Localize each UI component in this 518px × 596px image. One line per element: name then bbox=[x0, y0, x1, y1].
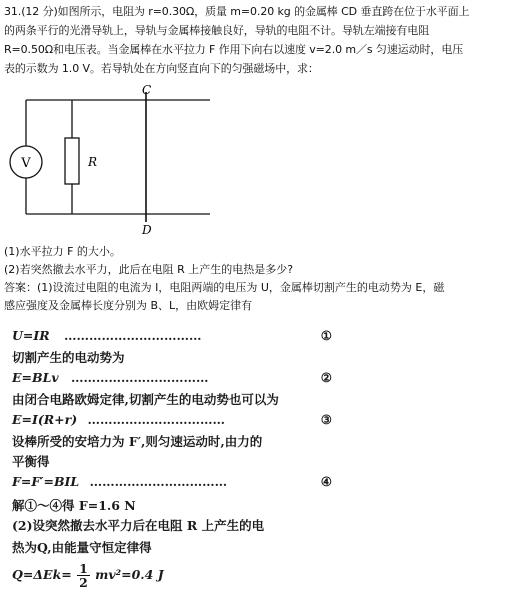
label-d: D bbox=[142, 223, 152, 237]
resistor-symbol bbox=[65, 138, 79, 184]
solution-text-7: 热为Q,由能量守恒定律得 bbox=[12, 540, 152, 555]
resistor-label: R bbox=[88, 155, 98, 169]
equation-1: U=IR bbox=[12, 328, 50, 343]
equation-3-row bbox=[12, 412, 340, 427]
answer-line-1: 答案：(1)设流过电阻的电流为 I，电阻两端的电压为 U，金属棒切割产生的电动势为 E，磁 bbox=[4, 281, 445, 294]
equation-4-row bbox=[12, 474, 340, 489]
solution-text-4: 平衡得 bbox=[12, 454, 50, 469]
voltmeter-label: V bbox=[21, 156, 31, 171]
equation-number-3: ③ bbox=[320, 412, 332, 427]
equation-5-row bbox=[12, 562, 164, 589]
leader-dots: …………………………… bbox=[89, 474, 228, 489]
equation-2-row bbox=[12, 370, 340, 385]
equation-4: F=F′=BIL bbox=[12, 474, 80, 489]
fraction-denominator: 2 bbox=[79, 575, 88, 590]
solution-scan bbox=[8, 326, 348, 592]
fraction-numerator: 1 bbox=[79, 561, 88, 576]
problem-line-4: 表的示数为 1.0 V。若导轨处在方向竖直向下的匀强磁场中，求： bbox=[4, 62, 319, 75]
solution-text-3: 设棒所受的安培力为 F′,则匀速运动时,由力的 bbox=[12, 434, 263, 449]
question-2: (2)若突然撤去水平力，此后在电阻 R 上产生的电热是多少? bbox=[4, 263, 294, 276]
equation-5-left: Q=ΔEk= bbox=[12, 567, 72, 582]
solution-text-1: 切割产生的电动势为 bbox=[12, 350, 125, 365]
circuit-diagram bbox=[4, 80, 224, 240]
problem-line-2: 的两条平行的光滑导轨上，导轨与金属棒接触良好，导轨的电阻不计。导轨左端接有电阻 bbox=[4, 24, 430, 37]
label-c: C bbox=[142, 83, 152, 97]
equation-number-4: ④ bbox=[320, 474, 332, 489]
equation-5-right: mv²=0.4 J bbox=[95, 567, 164, 582]
question-1: (1)水平拉力 F 的大小。 bbox=[4, 245, 121, 258]
leader-dots: …………………………… bbox=[70, 370, 209, 385]
equation-number-1: ① bbox=[320, 328, 332, 343]
questions bbox=[4, 243, 516, 315]
leader-dots: …………………………… bbox=[63, 328, 202, 343]
equation-2: E=BLv bbox=[12, 370, 59, 385]
solution-text-6: (2)设突然撤去水平力后在电阻 R 上产生的电 bbox=[12, 518, 265, 533]
equation-1-row bbox=[12, 328, 340, 343]
solution-text-5: 解①～④得 F=1.6 N bbox=[12, 498, 136, 513]
problem-line-3: R=0.50Ω和电压表。当金属棒在水平拉力 F 作用下向右以速度 v=2.0 m／s 匀速运动时，电压 bbox=[4, 43, 464, 56]
equation-3: E=I(R+r) bbox=[12, 412, 78, 427]
solution-text-2: 由闭合电路欧姆定律,切割产生的电动势也可以为 bbox=[12, 392, 279, 407]
equation-number-2: ② bbox=[320, 370, 332, 385]
leader-dots: …………………………… bbox=[87, 412, 225, 427]
answer-line-2: 感应强度及金属棒长度分别为 B、L，由欧姆定律有 bbox=[4, 299, 253, 312]
problem-statement bbox=[4, 2, 516, 78]
problem-line-1: 31.(12 分)如图所示，电阻为 r=0.30Ω，质量 m=0.20 kg 的金属棒 CD 垂直跨在位于水平面上 bbox=[4, 5, 470, 18]
fraction-one-half bbox=[77, 562, 90, 589]
